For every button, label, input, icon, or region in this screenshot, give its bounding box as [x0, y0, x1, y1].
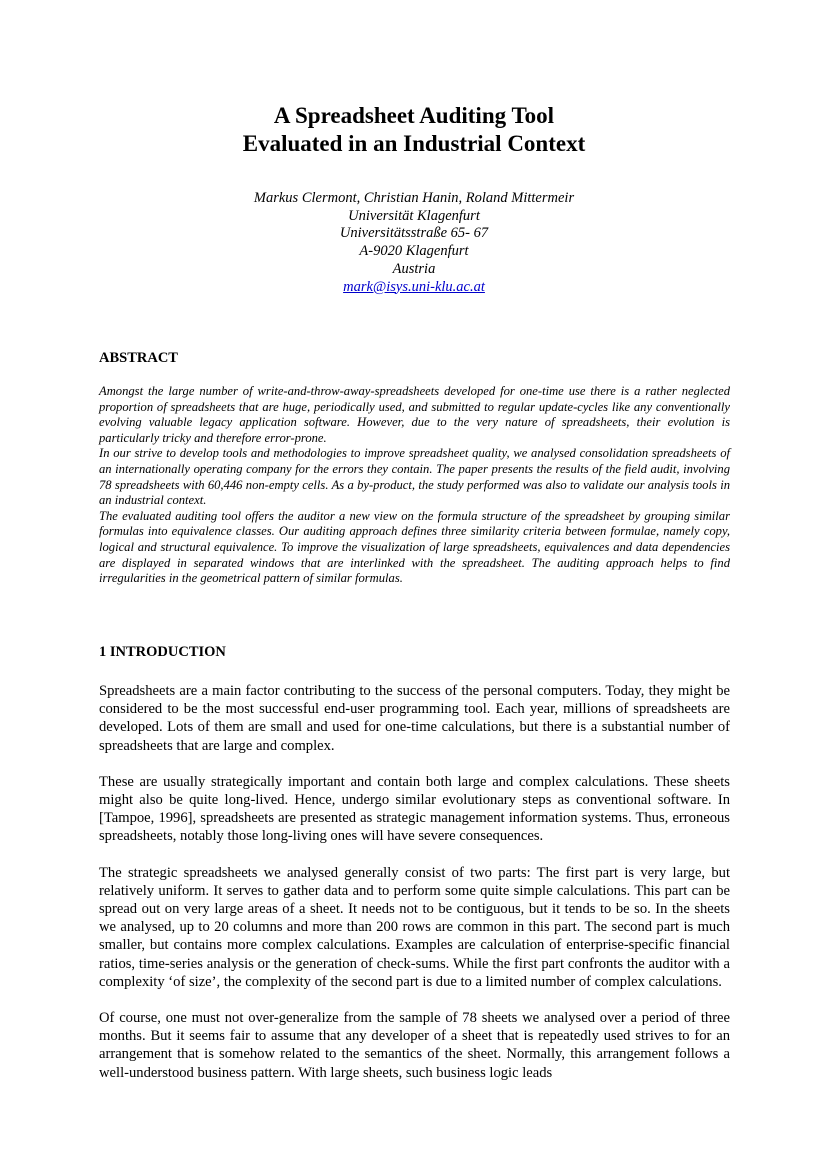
abstract-paragraph: The evaluated auditing tool offers the auditor a new view on the formula structure of the spreadsheet by grouping similar formulas into equivalence classes. Our auditing approach defines three similarity criteria between formulae, namely copy, logical and structural equivalence. To improve the visualization of large spreadsheets, equivalences and data dependencies are displayed in separated windows that are interlinked with the spreadsheet. The auditing approach helps to find irregularities in the geometrical pattern of similar formulas.: [99, 508, 730, 586]
author-names: Markus Clermont, Christian Hanin, Roland Mittermeir: [253, 190, 575, 206]
body-paragraph: Spreadsheets are a main factor contributing to the success of the personal computers. Today, they might be considered to be the most successful end-user programming tool. Each year, millions of spreadsheets are developed. Lots of them are small and used for one-time calculations, but there is a substantial number of spreadsheets that are large and complex.: [99, 683, 730, 754]
introduction-heading: 1 INTRODUCTION: [99, 644, 226, 660]
abstract-paragraph: Amongst the large number of write-and-throw-away-spreadsheets developed for one-time use there is a rather neglected proportion of spreadsheets that are huge, periodically used, and submitted to regular update-cycles like any conventionally evolving valuable legacy application software. However, due to the very nature of spreadsheets, their evolution is particularly tricky and therefore error-prone.: [99, 384, 730, 445]
paper-title-line-2: Evaluated in an Industrial Context: [242, 131, 586, 156]
author-city: A-9020 Klagenfurt: [359, 243, 469, 260]
author-country: Austria: [392, 260, 436, 277]
abstract-paragraph: In our strive to develop tools and methodologies to improve spreadsheet quality, we analysed consolidation spreadsheets of an internationally operating company for the errors they contain. The paper presents the results of the field audit, involving 78 spreadsheets with 60,446 non-empty cells. As a by-product, the study performed was also to validate our analysis tools in an industrial context.: [99, 446, 730, 508]
abstract-heading: ABSTRACT: [99, 350, 178, 366]
paper-title-line-1: A Spreadsheet Auditing Tool: [273, 103, 555, 128]
author-email-link[interactable]: mark@isys.uni-klu.ac.at: [343, 278, 485, 295]
introduction-body: [99, 682, 730, 1100]
body-paragraph: The strategic spreadsheets we analysed generally consist of two parts: The first part is very large, but relatively uniform. It serves to gather data and to perform some quite simple calculations. This part can be spread out on very large areas of a sheet. It needs not to be contiguous, but it tends to be so. In the sheets we analysed, up to 20 columns and more than 200 rows are common in this part. The second part is much smaller, but contains more complex calculations. Examples are calculation of enterprise-specific financial ratios, time-series analysis or the generation of check-sums. While the first part confronts the auditor with a complexity ‘of size’, the complexity of the second part is due to a limited number of complex calculations.: [99, 864, 730, 990]
author-block: [0, 190, 828, 296]
body-paragraph: These are usually strategically important and contain both large and complex calculations. These sheets might also be quite long-lived. Hence, undergo similar evolutionary steps as conventional software. In [Tampoe, 1996], spreadsheets are presented as strategic management information systems. Thus, erroneous spreadsheets, notably those long-living ones will have severe consequences.: [99, 773, 730, 845]
author-street: Universitätsstraße 65- 67: [339, 225, 489, 242]
author-affiliation: Universität Klagenfurt: [348, 207, 480, 224]
abstract-body: [99, 384, 730, 587]
body-paragraph: Of course, one must not over-generalize from the sample of 78 sheets we analysed over a period of three months. But it seems fair to assume that any developer of a sheet that is repeatedly used strives to for an arrangement that is somehow related to the semantics of the sheet. Normally, this arrangement follows a well-understood business pattern. With large sheets, such business logic leads: [99, 1010, 730, 1081]
